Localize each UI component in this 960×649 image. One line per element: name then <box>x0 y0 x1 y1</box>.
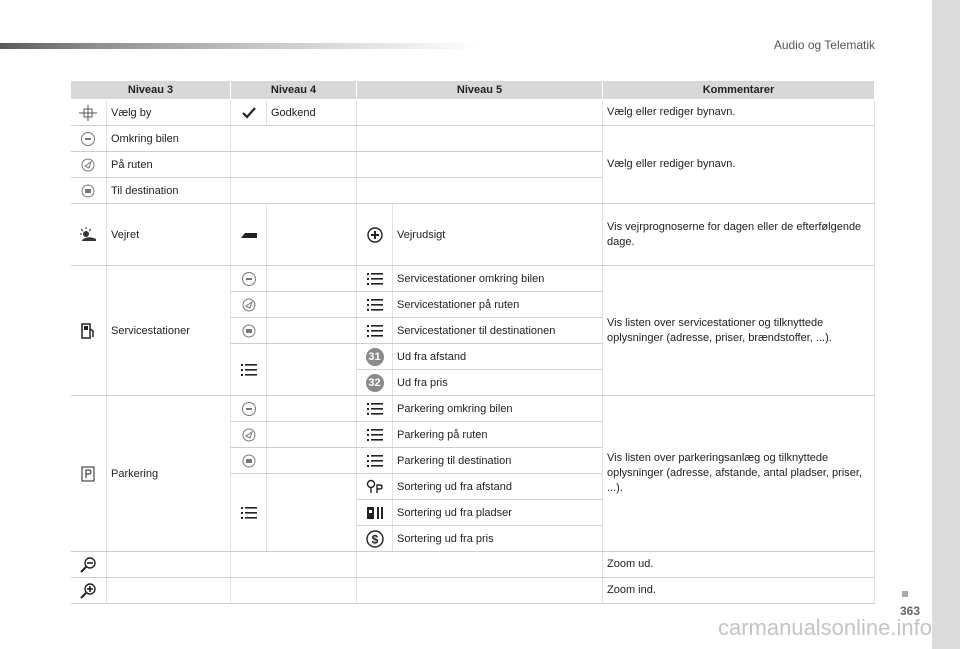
row-comment: Zoom ud. <box>603 552 875 578</box>
side-strip <box>932 0 960 649</box>
row-comment: Vælg eller rediger bynavn. <box>603 126 875 204</box>
row-label: Vælg by <box>107 100 231 126</box>
parking-icon <box>71 396 107 552</box>
row-label: Servicestationer til destinationen <box>393 318 603 344</box>
reference-badge-32: 32 <box>366 374 384 392</box>
row-label: Til destination <box>107 178 231 204</box>
svg-text:$: $ <box>371 532 378 546</box>
row-label: Sortering ud fra pris <box>393 526 603 552</box>
row-label: På ruten <box>107 152 231 178</box>
row-label: Parkering til destination <box>393 448 603 474</box>
row-comment: Vis listen over servicestationer og tilknyttede oplysninger (adresse, priser, brændstoffer, ...). <box>603 266 875 396</box>
header-niveau-5: Niveau 5 <box>357 81 603 100</box>
destination-icon <box>71 178 107 204</box>
table-row <box>71 552 875 578</box>
list-icon <box>357 396 393 422</box>
zoom-in-icon <box>71 578 107 604</box>
reference-badge-31: 31 <box>366 348 384 366</box>
row-comment: Vis vejrprognoserne for dagen eller de efterfølgende dage. <box>603 204 875 266</box>
menu-table <box>70 80 875 604</box>
list-icon <box>231 344 267 396</box>
list-icon <box>231 474 267 552</box>
row-label: Vejrudsigt <box>393 204 603 266</box>
row-label: Vejret <box>107 204 231 266</box>
table-row <box>71 100 875 126</box>
around-car-icon <box>231 266 267 292</box>
row-comment: Zoom ind. <box>603 578 875 604</box>
row-label: Godkend <box>267 100 357 126</box>
header-niveau-4: Niveau 4 <box>231 81 357 100</box>
header-niveau-3: Niveau 3 <box>71 81 231 100</box>
row-label: Parkering <box>107 396 231 552</box>
table-row <box>71 126 875 152</box>
list-icon <box>357 448 393 474</box>
route-icon <box>71 152 107 178</box>
table-row <box>71 578 875 604</box>
list-icon <box>357 266 393 292</box>
page-marker <box>902 591 908 597</box>
dollar-icon <box>357 526 393 552</box>
weather-shape-icon <box>231 204 267 266</box>
page-number: 363 <box>900 604 921 618</box>
zoom-out-icon <box>71 552 107 578</box>
weather-icon <box>71 204 107 266</box>
row-label: Servicestationer omkring bilen <box>393 266 603 292</box>
row-comment: Vælg eller rediger bynavn. <box>603 100 875 126</box>
table-row <box>71 396 875 422</box>
parking-spaces-icon <box>357 500 393 526</box>
row-label: Ud fra pris <box>393 370 603 396</box>
table-row <box>71 204 875 266</box>
distance-pin-icon <box>357 474 393 500</box>
route-icon <box>231 292 267 318</box>
row-comment: Vis listen over parkeringsanlæg og tilknyttede oplysninger (adresse, afstande, antal pladser, priser, ...). <box>603 396 875 552</box>
plus-circle-icon <box>357 204 393 266</box>
row-label: Parkering omkring bilen <box>393 396 603 422</box>
route-icon <box>231 422 267 448</box>
header-gradient-bar <box>0 43 480 49</box>
city-select-icon <box>71 100 107 126</box>
table-row <box>71 266 875 292</box>
fuel-pump-icon <box>71 266 107 396</box>
row-label: Servicestationer <box>107 266 231 396</box>
destination-icon <box>231 318 267 344</box>
check-icon <box>231 100 267 126</box>
row-label: Sortering ud fra pladser <box>393 500 603 526</box>
table-header-row <box>71 81 875 100</box>
list-icon <box>357 318 393 344</box>
list-icon <box>357 292 393 318</box>
around-car-icon <box>71 126 107 152</box>
around-car-icon <box>231 396 267 422</box>
row-label: Omkring bilen <box>107 126 231 152</box>
row-label: Sortering ud fra afstand <box>393 474 603 500</box>
destination-icon <box>231 448 267 474</box>
list-icon <box>357 422 393 448</box>
watermark: carmanualsonline.info <box>717 615 932 640</box>
row-label: Parkering på ruten <box>393 422 603 448</box>
page-header-title: Audio og Telematik <box>773 38 875 52</box>
row-label: Servicestationer på ruten <box>393 292 603 318</box>
row-label: Ud fra afstand <box>393 344 603 370</box>
header-kommentarer: Kommentarer <box>603 81 875 100</box>
